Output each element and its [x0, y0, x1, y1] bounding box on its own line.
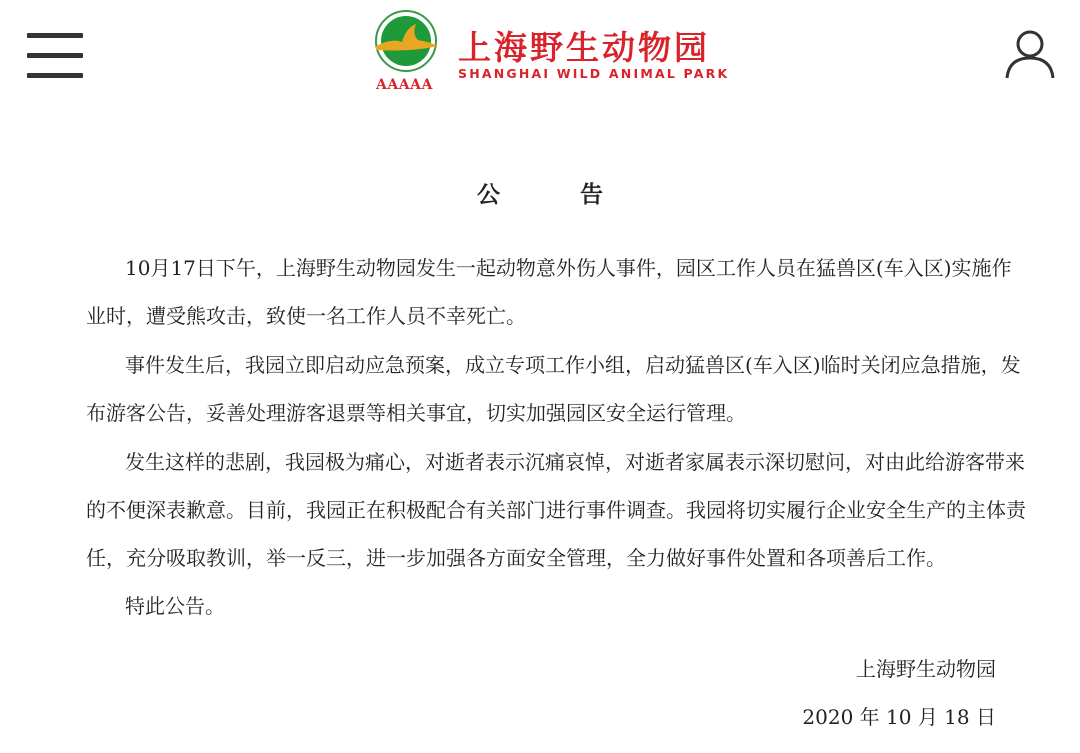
signature: 上海野生动物园 — [856, 657, 996, 681]
paragraph-line: 事件发生后，我园立即启动应急预案，成立专项工作小组，启动猛兽区(车入区)临时关闭应急措施，发 — [125, 353, 1021, 377]
paragraph-line: 布游客公告，妥善处理游客退票等相关事宜，切实加强园区安全运行管理。 — [86, 401, 746, 425]
user-profile-icon[interactable] — [1004, 28, 1056, 80]
notice-date: 2020 年 10 月 18 日 — [802, 705, 996, 729]
logo-name-cn: 上海野生动物园 — [458, 28, 710, 67]
paragraph-line: 任，充分吸取教训，举一反三，进一步加强各方面安全管理，全力做好事件处置和各项善后工作。 — [86, 546, 946, 570]
paragraph-line: 10月17日下午，上海野生动物园发生一起动物意外伤人事件，园区工作人员在猛兽区(车入区)实施作 — [125, 256, 1012, 280]
paragraph-line: 的不便深表歉意。目前，我园正在积极配合有关部门进行事件调查。我园将切实履行企业安全生产的主体责 — [86, 498, 1026, 522]
hamburger-menu-icon[interactable] — [27, 33, 83, 79]
logo-name-en: SHANGHAI WILD ANIMAL PARK — [458, 66, 730, 81]
paragraph-line: 业时，遭受熊攻击，致使一名工作人员不幸死亡。 — [86, 304, 526, 328]
paragraph-line: 发生这样的悲剧，我园极为痛心，对逝者表示沉痛哀悼，对逝者家属表示深切慰问，对由此给游客带来 — [125, 450, 1025, 474]
logo-emblem-icon — [372, 8, 442, 76]
notice-title: 公 告 — [476, 182, 639, 208]
paragraph-line: 特此公告。 — [125, 594, 225, 618]
logo-rating: AAAAA — [376, 77, 433, 93]
logo[interactable] — [372, 8, 730, 98]
